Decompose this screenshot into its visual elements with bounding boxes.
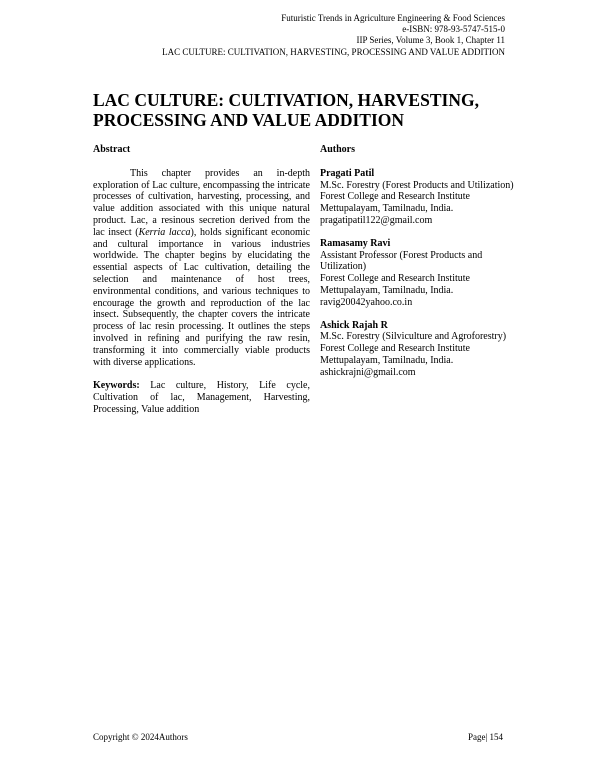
abstract-column <box>93 144 310 416</box>
author-location: Mettupalayam, Tamilnadu, India. <box>320 354 454 366</box>
footer-copyright: Copyright © 2024Authors <box>93 732 188 742</box>
author-degree: M.Sc. Forestry (Forest Products and Utilization) <box>320 179 514 191</box>
header-isbn: e-ISBN: 978-93-5747-515-0 <box>402 24 505 35</box>
author-entry <box>320 168 520 227</box>
abstract-heading: Abstract <box>93 144 131 155</box>
author-email: ravig20042yahoo.co.in <box>320 296 413 308</box>
author-location: Mettupalayam, Tamilnadu, India. <box>320 284 454 296</box>
author-location: Mettupalayam, Tamilnadu, India. <box>320 203 454 215</box>
author-institute: Forest College and Research Institute <box>320 343 470 355</box>
header-chapter-title: LAC CULTURE: CULTIVATION, HARVESTING, PROCESSING AND VALUE ADDITION <box>162 46 505 57</box>
abstract-text <box>93 168 310 369</box>
authors-heading: Authors <box>320 144 356 155</box>
keywords-list: Lac culture, History, Life cycle, Cultivation of lac, Management, Harvesting, Processing, Value addition <box>93 380 310 415</box>
header-book-title: Futuristic Trends in Agriculture Engineering & Food Sciences <box>281 13 505 23</box>
authors-column <box>320 144 520 390</box>
author-email: ashickrajni@gmail.com <box>320 366 416 378</box>
author-name: Pragati Patil <box>320 167 375 179</box>
author-institute: Forest College and Research Institute <box>320 273 470 285</box>
chapter-title: LAC CULTURE: CULTIVATION, HARVESTING, PROCESSING AND VALUE ADDITION <box>93 90 479 130</box>
author-degree: Assistant Professor (Forest Products and Utilization) <box>320 249 483 273</box>
footer-page-number: Page| 154 <box>467 732 503 742</box>
species-name: Kerria lacca <box>138 226 191 238</box>
abstract-text-part2: ), holds significant economic and cultural importance in various industries worldwide. The chapter begins by elucidating the essential aspects of Lac cultivation, detailing the selection and maintenance of host trees, environmental conditions, and various techniques to encourage the growth and reproduction of the lac insect. Subsequently, the chapter covers the intricate process of lac resin processing. It outlines the steps involved in refining and purifying the raw resin, transforming it into commercially viable products with diverse applications. <box>93 226 310 368</box>
author-degree: M.Sc. Forestry (Silviculture and Agroforestry) <box>320 331 507 343</box>
header-series: IIP Series, Volume 3, Book 1, Chapter 11 <box>356 35 505 46</box>
author-name: Ashick Rajah R <box>320 319 388 331</box>
author-name: Ramasamy Ravi <box>320 237 391 249</box>
author-entry <box>320 238 520 309</box>
abstract-text-part1: This chapter provides an in-depth exploration of Lac culture, encompassing the intricate processes of cultivation, harvesting, processing, and value addition associated with this unique natural product. Lac, a resinous secretion derived from the lac insect ( <box>93 167 310 238</box>
keywords-label: Keywords: <box>93 380 140 392</box>
author-entry <box>320 320 520 379</box>
running-header <box>85 13 505 58</box>
author-email: pragatipatil122@gmail.com <box>320 214 433 226</box>
keywords <box>93 380 310 415</box>
author-institute: Forest College and Research Institute <box>320 191 470 203</box>
